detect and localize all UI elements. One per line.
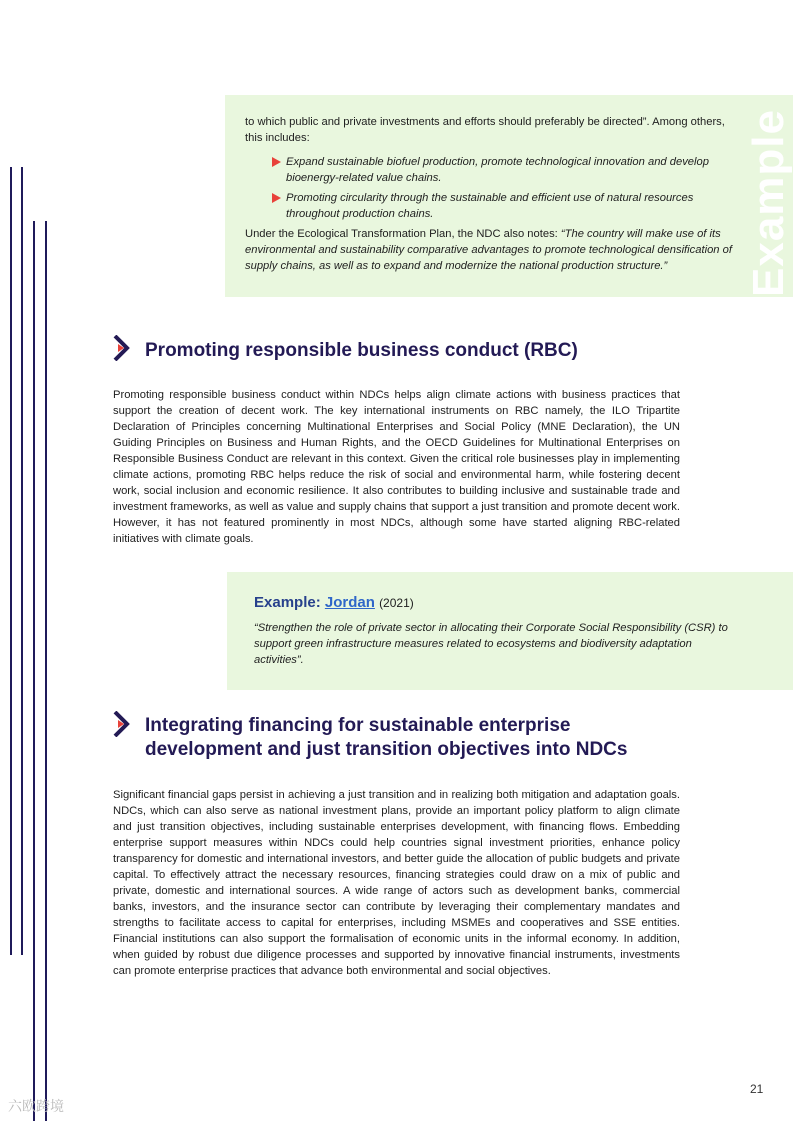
example-side-label: Example: [744, 109, 793, 297]
triangle-bullet-icon: [272, 193, 281, 203]
watermark: 六欧跨境: [8, 1098, 64, 1114]
example-bullet-list: [272, 154, 737, 226]
example-box-intro: to which public and private investments and efforts should preferably be directed”. Among others, this includes:: [245, 116, 725, 144]
section-title-rbc: Promoting responsible business conduct (RBC): [145, 340, 578, 361]
triangle-bullet-icon: [272, 157, 281, 167]
list-item: Expand sustainable biofuel production, promote technological innovation and develop bioenergy-related value chains.: [272, 154, 737, 186]
section-body-rbc: Promoting responsible business conduct within NDCs helps align climate actions with business practices that support the creation of decent work. The key international instruments on RBC namely, the ILO Tripartite Declaration of Principles concerning Multinational Enterprises and Social Policy (MNE Declaration), the UN Guiding Principles on Business and Human Rights, and the OECD Guidelines for Multinational Enterprises on Responsible Business Conduct are relevant in this context. Given the critical role businesses play in implementing climate actions, promoting RBC helps reduce the risk of social and environmental harm, while fostering decent work, social inclusion and economic resilience. It also contributes to building inclusive and sustainable trade and investment frameworks, as well as value and supply chains that support a just transition and promote decent work. However, it has not featured prominently in most NDCs, although some have started aligning RBC-related initiatives with climate goals.: [113, 389, 680, 545]
section-arrow-icon: [113, 711, 133, 737]
page-number: 21: [750, 1082, 764, 1096]
country-link[interactable]: Jordan: [324, 594, 375, 611]
example-box-outro: Under the Ecological Transformation Plan, the NDC also notes: “The country will make use of its environmental and sustainability comparative advantages to promote technological densification of supply chains, as well as to expand and modernize the national production structure.”: [245, 228, 732, 272]
decor-line-3: [33, 221, 35, 1121]
list-item: Promoting circularity through the sustainable and efficient use of natural resources throughout production chains.: [272, 190, 737, 222]
decor-line-1: [10, 167, 12, 955]
section-title-financing: Integrating financing for sustainable enterprise development and just transition objectives into NDCs: [145, 715, 628, 760]
decor-line-2: [21, 167, 23, 955]
section-body-financing: Significant financial gaps persist in achieving a just transition and in realizing both mitigation and adaptation goals. NDCs, which can also serve as national investment plans, provide an important policy platform to align climate and just transition objectives, including sustainable enterprises development, with financing flows. Embedding enterprise support measures within NDCs could help countries signal investment priorities, enhance policy transparency for domestic and international investors, and better guide the allocation of public budgets and private capital. To effectively attract the necessary resources, financing strategies could draw on a mix of public and private, domestic and international sources. A wide range of actors such as development banks, commercial banks, investors, and the insurance sector can contribute by leveraging their complementary mandates and strengths to facilitate access to capital for enterprises, including MSMEs and cooperatives and SSE entities. Financial institutions can also support the formalisation of economic units in the informal economy. In addition, when guided by robust due diligence processes and supported by innovative financial instruments, investments can promote enterprise practices that advance both environmental and social objectives.: [113, 789, 680, 977]
section-arrow-icon: [113, 335, 133, 361]
decor-line-4: [45, 221, 47, 1121]
example-heading: Example: Jordan (2021): [254, 594, 414, 611]
example-quote: “Strengthen the role of private sector in allocating their Corporate Social Responsibility (CSR) to support green infrastructure measures related to ecosystems and biodiversity adaptation activities”.: [254, 622, 728, 666]
